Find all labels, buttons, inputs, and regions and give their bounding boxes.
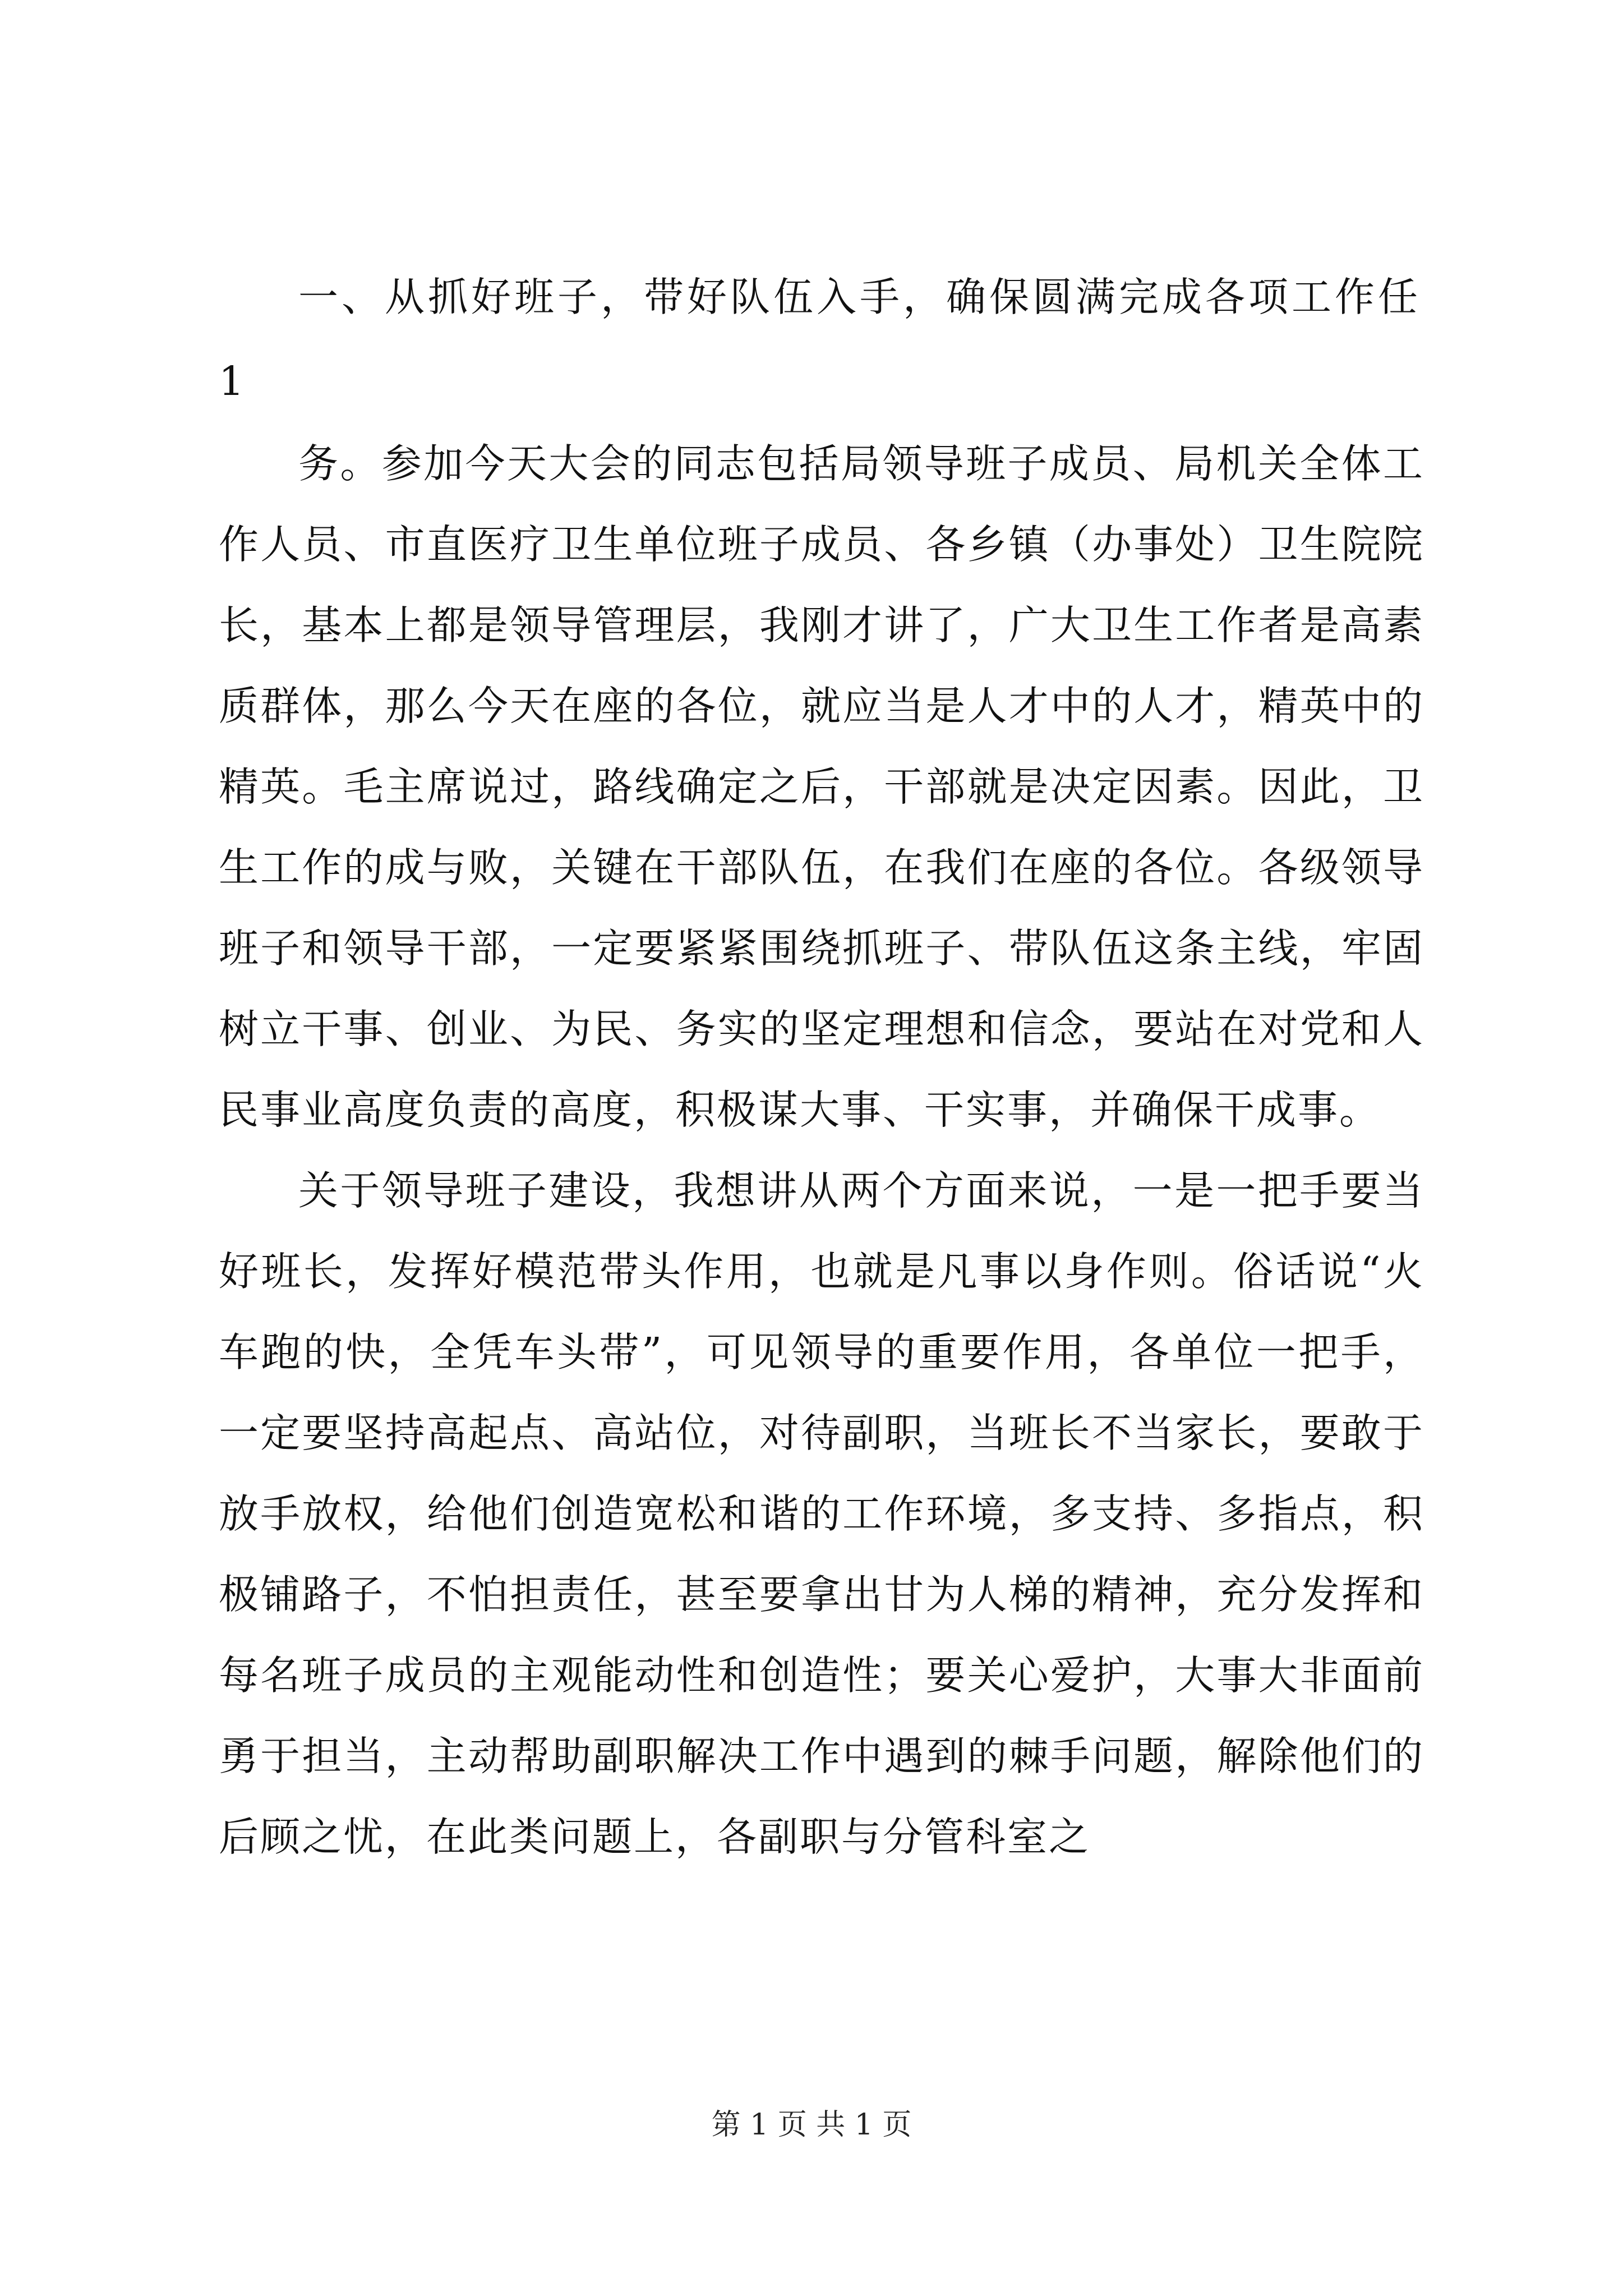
paragraph-2: 关于领导班子建设，我想讲从两个方面来说，一是一把手要当好班长，发挥好模范带头作用，也就是凡事以身作则。俗话说“火车跑的快，全凭车头带”，可见领导的重要作用，各单位一把手，一定要坚持高起点、高站位，对待副职，当班长不当家长，要敢于放手放权，给他们创造宽松和谐的工作环境，多支持、多指点，积极铺路子，不怕担责任，甚至要拿出甘为人梯的精神，充分发挥和每名班子成员的主观能动性和创造性；要关心爱护，大事大非面前勇于担当，主动帮助副职解决工作中遇到的棘手问题，解除他们的后顾之忧，在此类问题上，各副职与分管科室之	[219, 1167, 1424, 1860]
document-body	[219, 255, 1424, 1878]
section-heading: 一、从抓好班子，带好队伍入手，确保圆满完成各项工作任	[298, 274, 1422, 320]
page-footer: 第 1 页 共 1 页	[711, 2108, 912, 2142]
page-marker: 1	[219, 358, 245, 404]
paragraph-1: 务。参加今天大会的同志包括局领导班子成员、局机关全体工作人员、市直医疗卫生单位班子成员、各乡镇（办事处）卫生院院长，基本上都是领导管理层，我刚才讲了，广大卫生工作者是高素质群体，那么今天在座的各位，就应当是人才中的人才，精英中的精英。毛主席说过，路线确定之后，干部就是决定因素。因此，卫生工作的成与败，关键在干部队伍，在我们在座的各位。各级领导班子和领导干部，一定要紧紧围绕抓班子、带队伍这条主线，牢固树立干事、创业、为民、务实的坚定理想和信念，要站在对党和人民事业高度负责的高度，积极谋大事、干实事，并确保干成事。	[219, 440, 1424, 1133]
